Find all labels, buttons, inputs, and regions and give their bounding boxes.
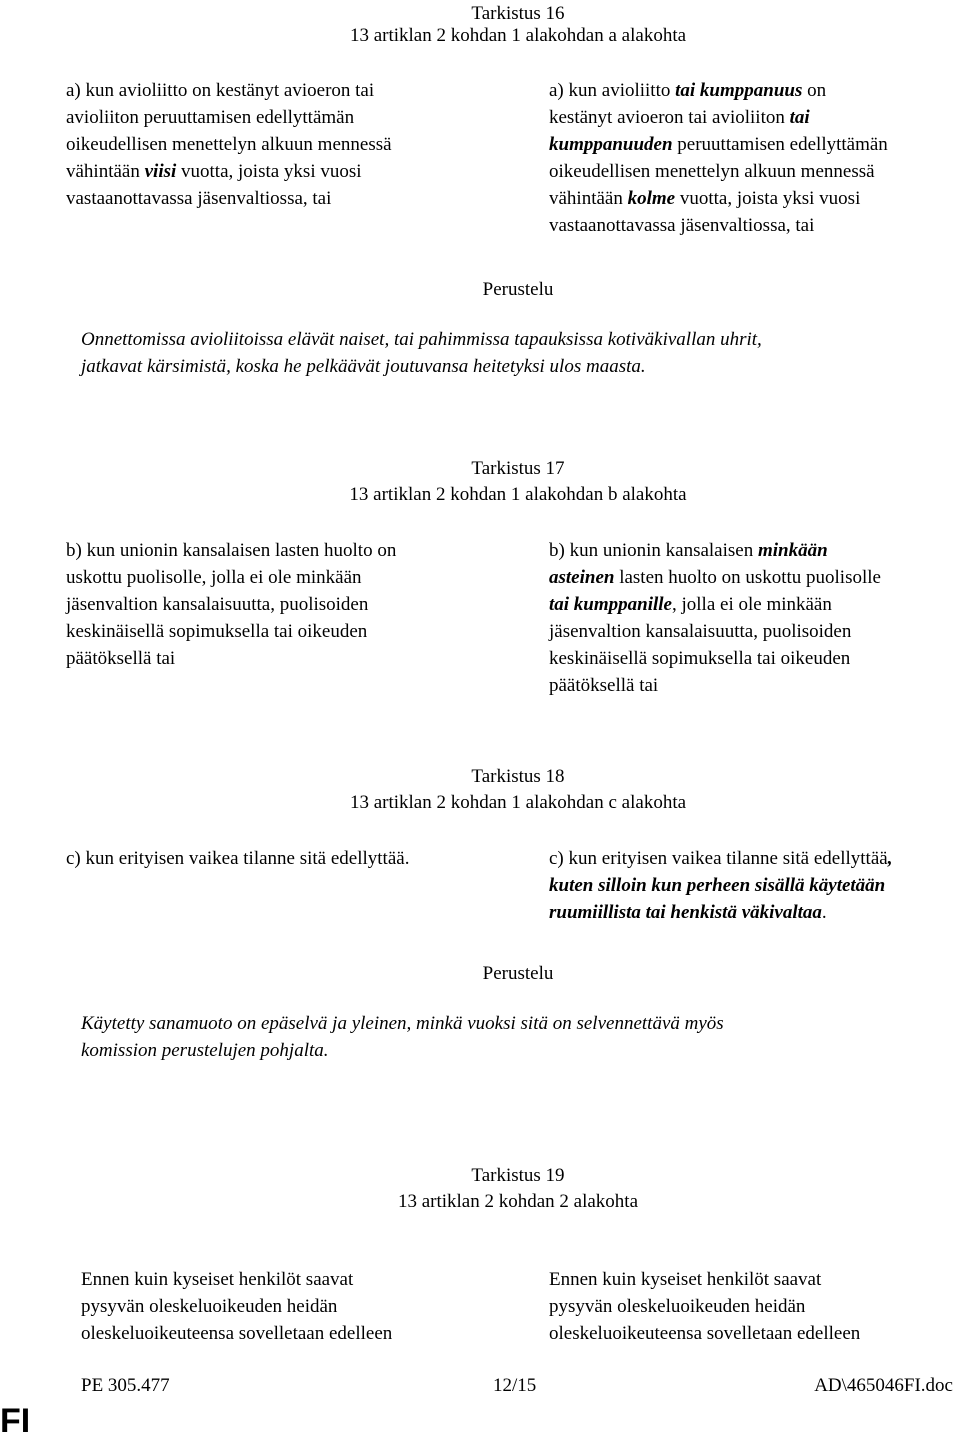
footer-page-number: 12/15 xyxy=(493,1375,537,1396)
footer-language-code: FI xyxy=(0,1402,31,1440)
amendment-19-left-text: Ennen kuin kyseiset henkilöt saavat pysyvän oleskeluoikeuden heidän oleskeluoikeuteensa sovelletaan edelleen xyxy=(81,1269,393,1344)
amendment-19-right-text: Ennen kuin kyseiset henkilöt saavat pysyvän oleskeluoikeuden heidän oleskeluoikeuteensa sovelletaan edelleen xyxy=(549,1269,861,1344)
amendment-16-left-text: a) kun avioliitto on kestänyt avioeron tai avioliiton peruuttamisen edellyttämän oikeudellisen menettelyn alkuun mennessä vähintään viisi vuotta, joista yksi vuosi vastaanottavassa jäsenvaltiossa, tai xyxy=(66,80,392,209)
footer-document-name: AD\465046FI.doc xyxy=(814,1375,953,1396)
amendment-17-right-text: b) kun unionin kansalaisen minkään asteinen lasten huolto on uskottu puolisolle tai kumppanille, jolla ei ole minkään jäsenvaltion kansalaisuutta, puolisoiden keskinäisellä sopimuksella tai oikeuden päätöksellä tai xyxy=(549,540,881,696)
amendment-18-justification-heading: Perustelu xyxy=(482,963,554,984)
amendment-17-title: Tarkistus 17 xyxy=(471,458,565,479)
amendment-16-justification-heading: Perustelu xyxy=(482,279,554,300)
amendment-16-right-text: a) kun avioliitto tai kumppanuus on kestänyt avioeron tai avioliiton tai kumppanuuden peruuttamisen edellyttämän oikeudellisen menettelyn alkuun mennessä vähintään kolme vuotta, joista yksi vuosi vastaanottavassa jäsenvaltiossa, tai xyxy=(549,80,888,236)
amendment-16-justification: Onnettomissa avioliitoissa elävät naiset, tai pahimmissa tapauksissa kotiväkivallan uhrit, jatkavat kärsimistä, koska he pelkäävät joutuvansa heitetyksi ulos maasta. xyxy=(81,329,762,377)
amendment-18-justification: Käytetty sanamuoto on epäselvä ja yleinen, minkä vuoksi sitä on selvennettävä myös komission perustelujen pohjalta. xyxy=(81,1013,724,1061)
amendment-17-ref: 13 artiklan 2 kohdan 1 alakohdan b alakohta xyxy=(349,484,687,505)
amendment-18-left-text: c) kun erityisen vaikea tilanne sitä edellyttää. xyxy=(66,848,410,869)
amendment-19-title: Tarkistus 19 xyxy=(471,1165,565,1186)
amendment-17-left-text: b) kun unionin kansalaisen lasten huolto on uskottu puolisolle, jolla ei ole minkään jäsenvaltion kansalaisuutta, puolisoiden keskinäisellä sopimuksella tai oikeuden päätöksellä tai xyxy=(66,540,397,669)
amendment-19-ref: 13 artiklan 2 kohdan 2 alakohta xyxy=(397,1191,639,1212)
amendment-18-right-text: c) kun erityisen vaikea tilanne sitä edellyttää, kuten silloin kun perheen sisällä käytetään ruumiillista tai henkistä väkivaltaa. xyxy=(549,848,893,923)
amendment-18-ref: 13 artiklan 2 kohdan 1 alakohdan c alakohta xyxy=(349,792,687,813)
amendment-18-title: Tarkistus 18 xyxy=(471,766,565,787)
amendment-16-title: Tarkistus 16 xyxy=(471,3,565,24)
amendment-16-ref: 13 artiklan 2 kohdan 1 alakohdan a alakohta xyxy=(349,25,687,46)
footer-pe-reference: PE 305.477 xyxy=(81,1375,170,1396)
